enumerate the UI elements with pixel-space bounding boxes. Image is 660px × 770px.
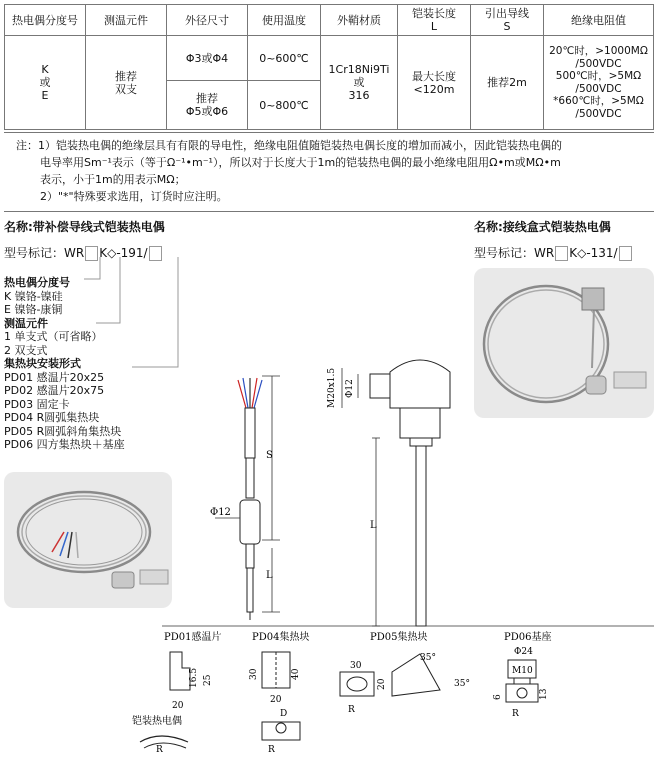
sheath-dim-r: R <box>156 745 163 755</box>
element-heading: 测温元件 <box>4 316 48 330</box>
dim-l2 <box>372 438 380 626</box>
dim-phi12b-label: Φ12 <box>345 379 355 398</box>
pd04-dim-20: 20 <box>270 695 282 705</box>
cell-temp2: 0~800℃ <box>248 81 321 130</box>
pd04-dim-30: 30 <box>249 668 259 680</box>
pd06-dim-phi24: Φ24 <box>514 647 533 657</box>
probe-wires <box>238 378 262 408</box>
pd05-dim-35a: 35° <box>420 653 436 663</box>
pd05-dim-r: R <box>348 705 355 715</box>
model-mid: K◇-131/ <box>569 246 618 260</box>
junction-head <box>370 360 450 626</box>
pd04-label: PD04集热块 <box>252 632 310 643</box>
mount-pd03: PD03 固定卡 <box>4 397 70 411</box>
col-lead: 引出导线 S <box>471 5 544 36</box>
pd01-dim-25: 25 <box>203 674 213 686</box>
col-diameter: 外径尺寸 <box>167 5 248 36</box>
mount-pd05: PD05 R圆弧斜角集热块 <box>4 424 122 438</box>
grade-e: E 镍铬-康铜 <box>4 303 63 316</box>
mount-pd06: PD06 四方集热块＋基座 <box>4 438 125 451</box>
cell-lead: 推荐2m <box>471 36 544 130</box>
right-product-title: 名称:接线盒式铠装热电偶 <box>474 220 611 234</box>
dim-l2-label: L <box>370 520 377 531</box>
note-line: 电导率用Sm⁻¹表示（等于Ω⁻¹•m⁻¹），所以对于长度大于1m的铠装热电偶的最小绝缘电阻用Ω•m或MΩ•m <box>40 156 561 169</box>
pd04-shape <box>262 652 290 688</box>
cell-length: 最大长度 <120m <box>398 36 471 130</box>
col-length: 铠装长度 L <box>398 5 471 36</box>
cell-insulation: 20℃时，>1000MΩ /500VDC 500℃时，>5MΩ /500VDC *660℃时，>5MΩ /500VDC <box>544 36 654 130</box>
probe-body <box>240 408 260 620</box>
pd01-dim-165: 16.5 <box>189 667 199 688</box>
pd06-dim-r: R <box>512 709 519 719</box>
model-prefix: 型号标记：WR <box>4 246 85 260</box>
col-temp: 使用温度 <box>248 5 321 36</box>
grade-k: K 镍铬-镍硅 <box>4 289 63 303</box>
pd05-dim-20: 20 <box>377 678 387 690</box>
pd05-dim-30: 30 <box>350 661 362 671</box>
dim-m20-label: M20x1.5 <box>327 367 337 408</box>
cell-grade: K 或 E <box>5 36 86 130</box>
mount-pd02: PD02 感温片20x75 <box>4 384 105 397</box>
grade-heading: 热电偶分度号 <box>4 276 70 289</box>
pd06-dim-m10: M10 <box>512 666 533 676</box>
note-line: 注：1）铠装热电偶的绝缘层具有有限的导电性，绝缘电阻值随铠装热电偶长度的增加而减小，因此铠装热电偶的 <box>16 139 562 152</box>
element-1: 1 单支式（可省略） <box>4 330 103 343</box>
cell-element: 推荐 双支 <box>86 36 167 130</box>
col-insulation: 绝缘电阻值 <box>544 5 654 36</box>
note-line: 2）"*"特殊要求选用，订货时应注明。 <box>40 190 228 203</box>
dim-phi12-label: Φ12 <box>210 507 231 518</box>
mount-heading: 集热块安装形式 <box>4 357 81 370</box>
dim-l-label: L <box>266 570 273 581</box>
dim-s-label: S <box>266 450 273 461</box>
pd06-label: PD06基座 <box>504 632 552 643</box>
pd01-shape <box>170 652 190 690</box>
pd06-dim-6: 6 <box>493 694 503 700</box>
pd04-dim-r: R <box>268 745 275 755</box>
pd05-label: PD05集热块 <box>370 632 428 643</box>
cell-diam2: 推荐 Φ5或Φ6 <box>167 81 248 130</box>
cell-diam1: Φ3或Φ4 <box>167 36 248 81</box>
col-grade: 热电偶分度号 <box>5 5 86 36</box>
mount-pd04: PD04 R圆弧集热块 <box>4 411 100 424</box>
col-element: 测温元件 <box>86 5 167 36</box>
cell-sheath: 1Cr18Ni9Ti 或 316 <box>321 36 398 130</box>
cell-temp1: 0~600℃ <box>248 36 321 81</box>
pd01-dim-20: 20 <box>172 701 184 711</box>
model-mid: K◇-191/ <box>99 246 148 260</box>
element-2: 2 双支式 <box>4 343 48 357</box>
left-product-title: 名称:带补偿导线式铠装热电偶 <box>4 220 165 234</box>
pd04-dim-d: D <box>280 709 288 719</box>
pd04-dim-40: 40 <box>291 668 301 680</box>
col-sheath: 外鞘材质 <box>321 5 398 36</box>
model-prefix: 型号标记：WR <box>474 246 555 260</box>
pd06-dim-13: 13 <box>539 688 549 700</box>
pd01-label: PD01感温片 <box>164 632 222 643</box>
mount-pd01: PD01 感温片20x25 <box>4 370 105 384</box>
sheath-label: 铠装热电偶 <box>132 716 182 727</box>
pd05-dim-35b: 35° <box>454 679 470 689</box>
note-line: 表示，小于1m的用表示MΩ； <box>40 173 186 186</box>
